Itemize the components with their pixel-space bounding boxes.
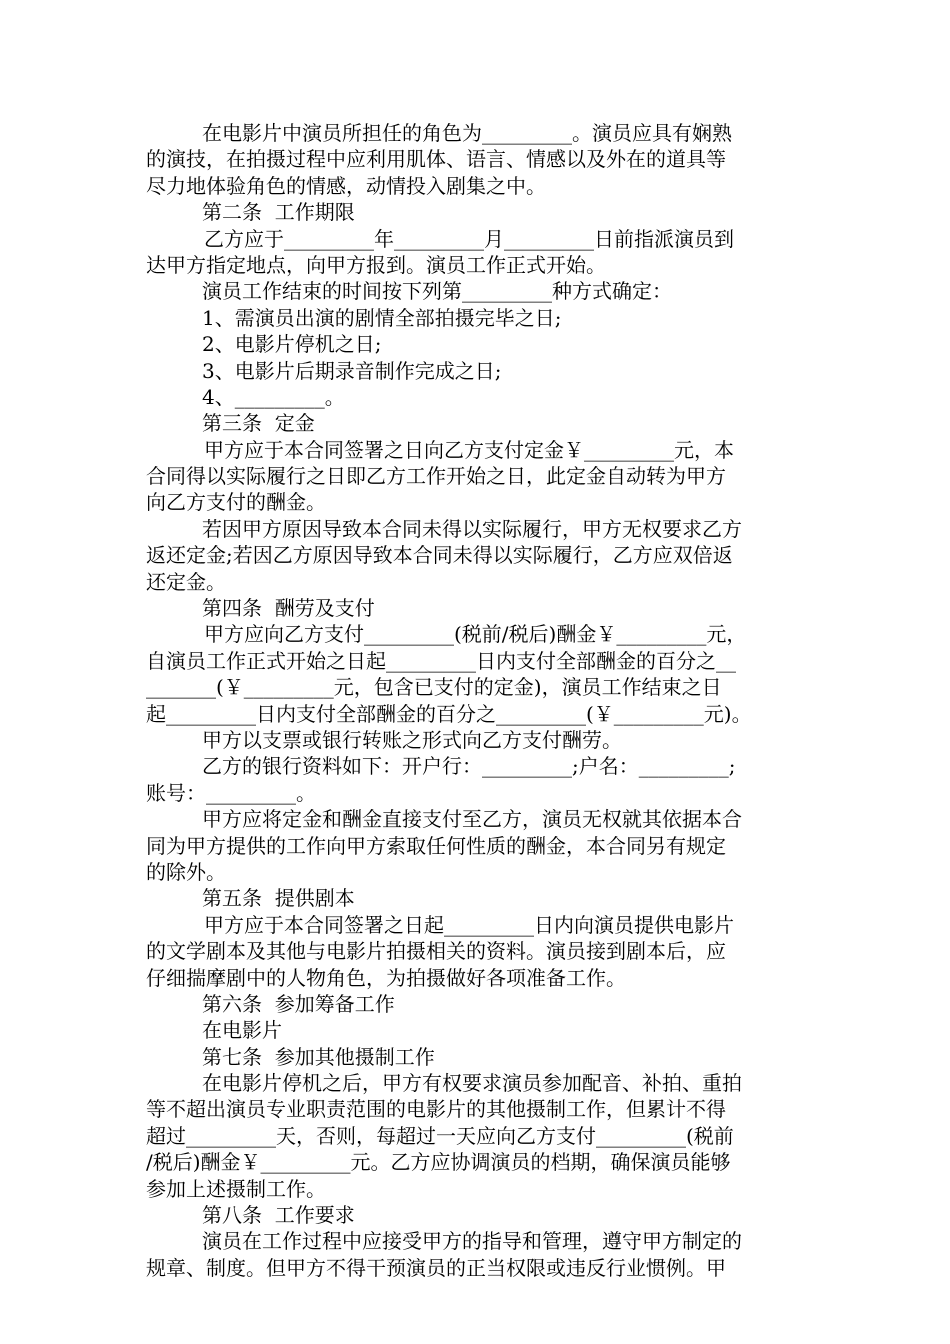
text-line: 第六条 参加筹备工作 [202,991,395,1016]
text-line: 甲方应于本合同签署之日起_________日内向演员提供电影片 [204,912,734,937]
text-line: 若因甲方原因导致本合同未得以实际履行，甲方无权要求乙方 [202,516,742,541]
text-line: 参加上述摄制工作。 [146,1176,326,1201]
text-line: 账号：_________。 [146,780,316,805]
text-line: 第五条 提供剧本 [202,886,355,911]
text-line: 还定金。 [146,569,226,594]
text-line: 演员工作结束的时间按下列第_________种方式确定： [202,279,672,304]
text-line: 合同得以实际履行之日即乙方工作开始之日，此定金自动转为甲方 [146,464,726,489]
contract-page [146,120,810,1281]
text-line: 第三条 定金 [202,411,315,436]
text-line: 甲方应将定金和酬金直接支付至乙方，演员无权就其依据本合 [202,807,742,832]
text-line: 的演技，在拍摄过程中应利用肌体、语言、情感以及外在的道具等 [146,147,726,172]
text-line: 第八条 工作要求 [202,1203,355,1228]
text-line: 3、电影片后期录音制作完成之日; [202,358,502,383]
text-line: 等不超出演员专业职责范围的电影片的其他摄制工作，但累计不得 [146,1097,726,1122]
text-line: 甲方以支票或银行转账之形式向乙方支付酬劳。 [202,727,622,752]
text-line: 向乙方支付的酬金。 [146,490,326,515]
text-line: 超过_________天，否则，每超过一天应向乙方支付_________(税前 [146,1123,734,1148]
text-line: 第二条 工作期限 [202,200,355,225]
text-line: 4、_________。 [202,384,345,409]
text-line: 仔细揣摩剧中的人物角色，为拍摄做好各项准备工作。 [146,965,626,990]
text-line: 甲方应于本合同签署之日向乙方支付定金￥_________元，本 [204,437,734,462]
text-line: 在电影片中演员所担任的角色为_________。演员应具有娴熟 [202,121,732,145]
text-line: 返还定金;若因乙方原因导致本合同未得以实际履行，乙方应双倍返 [146,543,733,568]
text-line: 在电影片停机之后，甲方有权要求演员参加配音、补拍、重拍 [202,1071,742,1096]
text-line: 第七条 参加其他摄制工作 [202,1044,435,1069]
text-line: 在电影片 [202,1018,282,1043]
text-line: /税后)酬金￥_________元。乙方应协调演员的档期，确保演员能够 [146,1150,731,1175]
text-line: 规章、制度。但甲方不得干预演员的正当权限或违反行业惯例。甲 [146,1255,726,1280]
text-line: _______(￥_________元，包含已支付的定金)，演员工作结束之日 [146,675,722,700]
text-line: 乙方的银行资料如下：开户行：_________;户名：_________; [202,754,736,779]
text-line: 的除外。 [146,859,226,884]
text-line: 演员在工作过程中应接受甲方的指导和管理，遵守甲方制定的 [202,1229,742,1254]
text-line: 起_________日内支付全部酬金的百分之_________(￥_________元)。 [146,701,752,726]
text-line: 第四条 酬劳及支付 [202,596,375,621]
text-line: 尽力地体验角色的情感，动情投入剧集之中。 [146,173,546,198]
text-line: 自演员工作正式开始之日起_________日内支付全部酬金的百分之__ [146,648,736,673]
text-line: 乙方应于_________年_________月_________日前指派演员到 [204,226,734,251]
text-line: 同为甲方提供的工作向甲方索取任何性质的酬金，本合同另有规定 [146,833,726,858]
text-line: 的文学剧本及其他与电影片拍摄相关的资料。演员接到剧本后，应 [146,939,726,964]
text-line: 1、需演员出演的剧情全部拍摄完毕之日; [202,305,562,330]
text-line: 2、电影片停机之日; [202,332,382,357]
text-line: 达甲方指定地点，向甲方报到。演员工作正式开始。 [146,252,606,277]
text-line: 甲方应向乙方支付_________(税前/税后)酬金￥_________元， [204,622,747,647]
